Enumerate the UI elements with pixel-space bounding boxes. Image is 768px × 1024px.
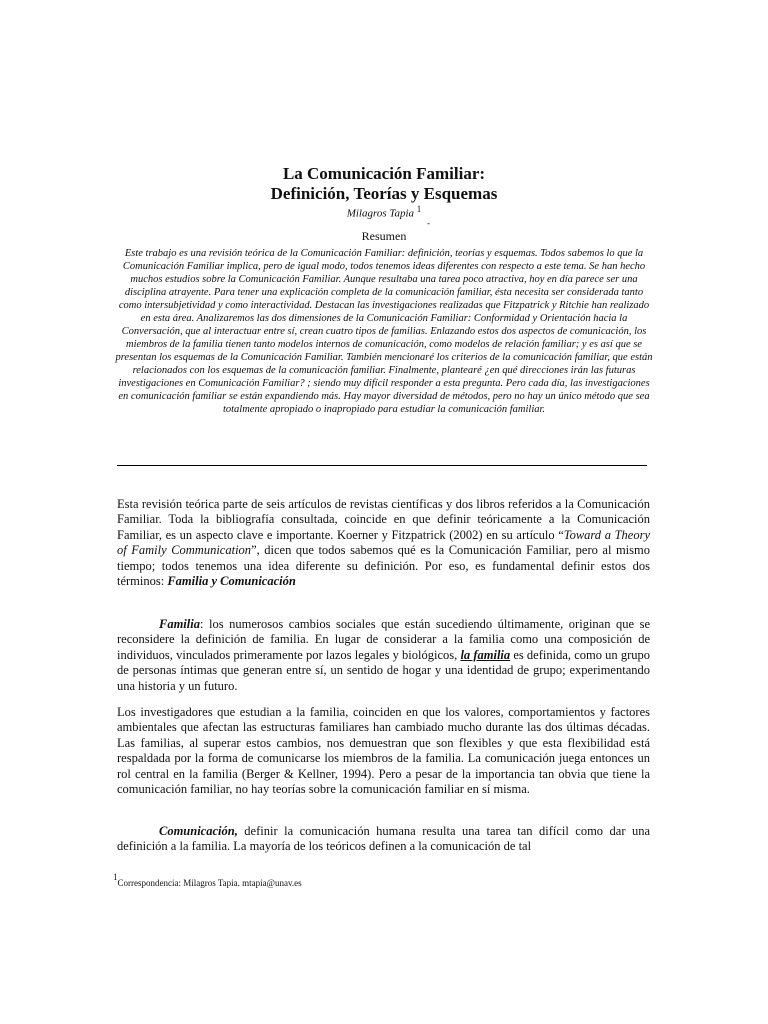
p2-text-b: : los numerosos cambios sociales que están sucediendo últimamente, originan que se reconsidere la definición de familia. En lugar de considerar a la familia como una composición de individuos, vinculados primeramente por lazos legales y biológicos, bbox=[117, 617, 650, 662]
p4-term-comunicacion: Comunicación, bbox=[159, 824, 238, 838]
body-paragraph-1 bbox=[117, 497, 650, 589]
author-footnote-mark: 1 bbox=[416, 204, 422, 214]
footnote-text: Correspondencia: Milagros Tapia. mtapia@unav.es bbox=[117, 878, 302, 888]
p4-text-b: definir la comunicación humana resulta una tarea tan difícil como dar una definición a la familia. La mayoría de los teóricos definen a la comunicación de tal bbox=[117, 824, 650, 854]
p2-emphasis-la-familia: la familia bbox=[460, 647, 511, 662]
author-name bbox=[0, 204, 768, 220]
abstract-text: Este trabajo es una revisión teórica de la Comunicación Familiar: definición, teorías y esquemas. Todos sabemos lo que la Comunicación Familiar implica, pero de igual modo, todos tenemos ideas diferentes con respecto a este tema. Se han hecho muchos estudios sobre la Comunicación Familiar. Aunque resultaba una tarea poco atractiva, hoy en día parece ser una disciplina atrayente. Para tener una explicación completa de la comunicación familiar, ésta necesita ser considerada tanto como intersubjetividad y como interactividad. Destacan las investigaciones realizadas que Fitzpatrick y Ritchie han realizado en esta área. Analizaremos las dos dimensiones de la Comunicación Familiar: Conformidad y Orientación hacia la Conversación, que al interactuar entre sí, crean cuatro tipos de familias. Enlazando estos dos aspectos de comunicación, los miembros de la familia tienen tanto modelos internos de comunicación, como modelos de relación familiar; y es así que se presentan los esquemas de la Comunicación Familiar. También mencionaré los criterios de la comunicación familiar, que están relacionados con los esquemas de la comunicación familiar. Finalmente, plantearé ¿en qué direcciones irán las futuras investigaciones en Comunicación Familiar? ; siendo muy difícil responder a esta pregunta. Pero cada día, las investigaciones en comunicación familiar se están expandiendo más. Hay mayor diversidad de métodos, pero no hay un único método que sea totalmente apropiado o inapropiado para estudiar la comunicación familiar. bbox=[115, 248, 653, 415]
body-paragraph-4 bbox=[117, 824, 650, 855]
horizontal-rule bbox=[117, 465, 647, 466]
abstract-heading: Resumen bbox=[361, 229, 407, 243]
body-paragraph-2 bbox=[117, 617, 650, 694]
body-paragraph-3: Los investigadores que estudian a la familia, coinciden en que los valores, comportamientos y factores ambientales que afectan las estructuras familiares han cambiado mucho durante las dos últimas décadas. Las familias, al superar estos cambios, nos demuestran que son flexibles y que esta flexibilidad está respaldada por la forma de comunicarse los miembros de la familia. La comunicación juega entonces un rol central en la familia (Berger & Kellner, 1994). Pero a pesar de la importancia tan obvia que tiene la comunicación familiar, no hay teorías sobre la comunicación familiar en sí misma. bbox=[117, 705, 650, 797]
paper-title-line-1: La Comunicación Familiar: bbox=[282, 164, 486, 183]
footnote-mark: 1 bbox=[113, 872, 118, 882]
author-text: Milagros Tapia bbox=[346, 207, 415, 220]
p1-text-c: ”, dicen que todos sabemos qué es la Comunicación Familiar, pero al mismo tiempo; todos tenemos una idea diferente su definición. Por eso, es fundamental definir estos dos términos: bbox=[117, 543, 650, 589]
p1-text-a: Esta revisión teórica parte de seis artículos de revistas científicas y dos libros referidos a la Comunicación Familiar. Toda la bibliografía consultada, coincide en que definir teóricamente a la Comunicación Familiar, es un aspecto clave e importante. Koerner y Fitzpatrick (2002) en su artículo “ bbox=[117, 497, 650, 542]
p1-key-terms: Familia y Comunicación bbox=[167, 574, 296, 589]
decorative-dash: - bbox=[427, 218, 430, 228]
p1-article-title: Toward a Theory of Family Communication bbox=[117, 527, 650, 558]
p2-term-familia: Familia bbox=[159, 617, 200, 631]
paper-title-line-2: Definición, Teorías y Esquemas bbox=[270, 184, 498, 203]
p2-text-d: es definida, como un grupo de personas íntimas que generan entre sí, un sentido de hogar y una identidad de grupo; experimentando una historia y un futuro. bbox=[117, 647, 650, 693]
footnote bbox=[113, 872, 302, 888]
